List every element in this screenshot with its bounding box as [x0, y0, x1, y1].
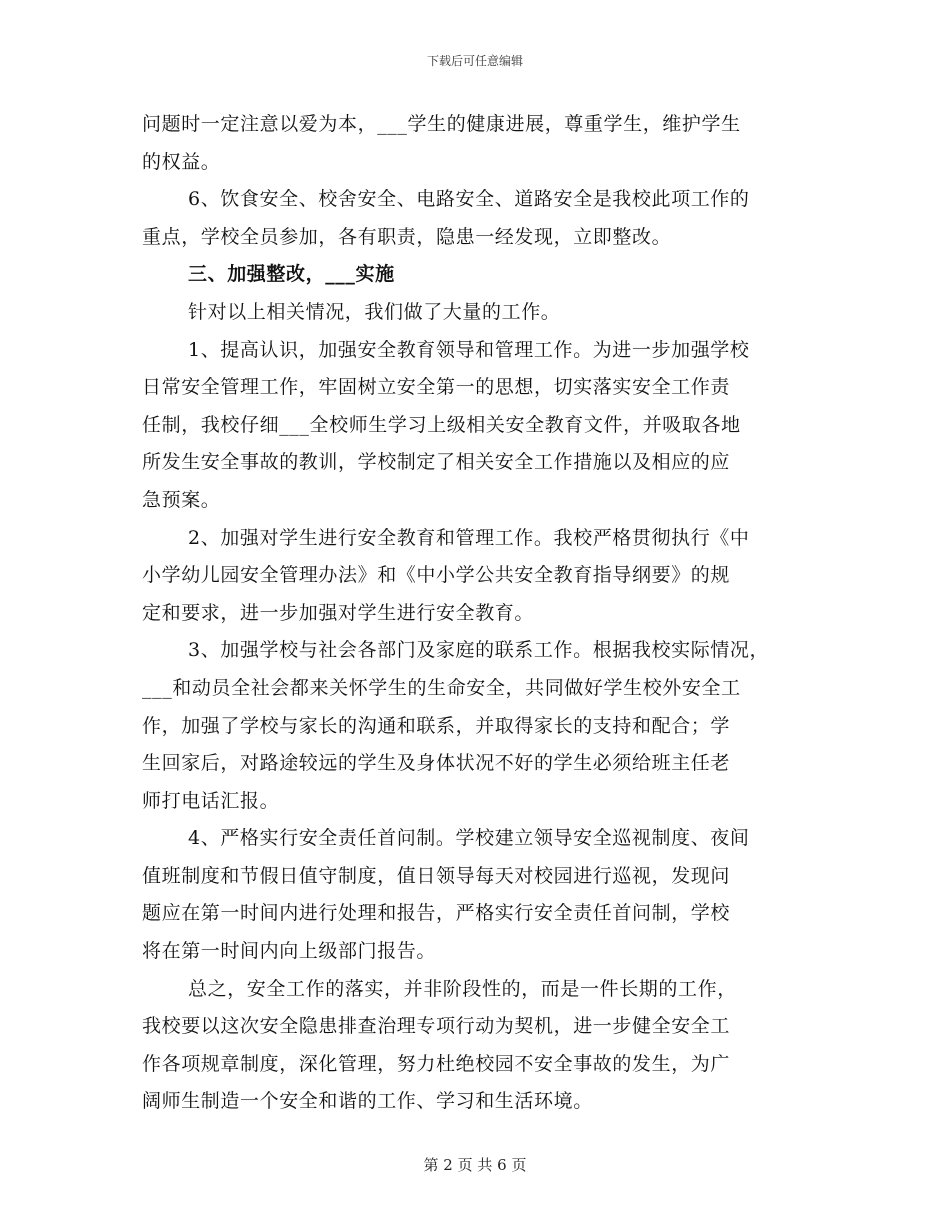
text-line: 3、加强学校与社会各部门及家庭的联系工作。根据我校实际情况， [188, 639, 770, 662]
text-line: 题应在第一时间内进行处理和报告，严格实行安全责任首问制，学校 [142, 902, 731, 925]
text-line: ___和动员全社会都来关怀学生的生命安全，共同做好学生校外安全工 [142, 676, 741, 699]
text-line: 日常安全管理工作，牢固树立安全第一的思想，切实落实安全工作责 [142, 376, 731, 399]
text-line: 我校要以这次安全隐患排查治理专项行动为契机，进一步健全安全工 [142, 1015, 731, 1038]
text-line: 的权益。 [142, 150, 221, 173]
text-line: 阔师生制造一个安全和谐的工作、学习和生活环境。 [142, 1090, 593, 1113]
text-line: 1、提高认识，加强安全教育领导和管理工作。为进一步加强学校 [188, 338, 750, 361]
text-line: 6、饮食安全、校舍安全、电路安全、道路安全是我校此项工作的 [188, 188, 750, 211]
text-line: 师打电话汇报。 [142, 789, 280, 812]
text-line: 将在第一时间内向上级部门报告。 [142, 940, 437, 963]
text-line: 总之，安全工作的落实，并非阶段性的，而是一件长期的工作， [188, 977, 737, 1000]
text-line: 急预案。 [142, 488, 221, 511]
page-footer: 第 2 页 共 6 页 [423, 1156, 527, 1174]
page-header: 下载后可任意编辑 [426, 54, 523, 68]
text-line: 小学幼儿园安全管理办法》和《中小学公共安全教育指导纲要》的规 [142, 564, 731, 587]
text-line: 问题时一定注意以爱为本，___学生的健康进展，尊重学生，维护学生 [142, 113, 741, 135]
text-line: 所发生安全事故的教训，学校制定了相关安全工作措施以及相应的应 [142, 451, 731, 474]
text-line: 任制，我校仔细___全校师生学习上级相关安全教育文件，并吸取各地 [142, 413, 741, 436]
text-line: 作各项规章制度，深化管理，努力杜绝校园不安全事故的发生，为广 [142, 1052, 731, 1075]
text-line: 重点，学校全员参加，各有职责，隐患一经发现，立即整改。 [142, 225, 672, 248]
text-line: 4、严格实行安全责任首问制。学校建立领导安全巡视制度、夜间 [188, 827, 750, 850]
text-line: 针对以上相关情况，我们做了大量的工作。 [188, 300, 561, 323]
document-body [142, 106, 822, 1121]
text-line: 2、加强对学生进行安全教育和管理工作。我校严格贯彻执行《中 [188, 526, 750, 549]
text-line: 值班制度和节假日值守制度，值日领导每天对校园进行巡视，发现问 [142, 864, 731, 887]
text-line: 定和要求，进一步加强对学生进行安全教育。 [142, 601, 535, 624]
text-line: 作，加强了学校与家长的沟通和联系，并取得家长的支持和配合；学 [142, 714, 731, 737]
text-line: 生回家后，对路途较远的学生及身体状况不好的学生必须给班主任老 [142, 752, 731, 775]
section-heading: 三、加强整改，___实施 [188, 263, 395, 286]
